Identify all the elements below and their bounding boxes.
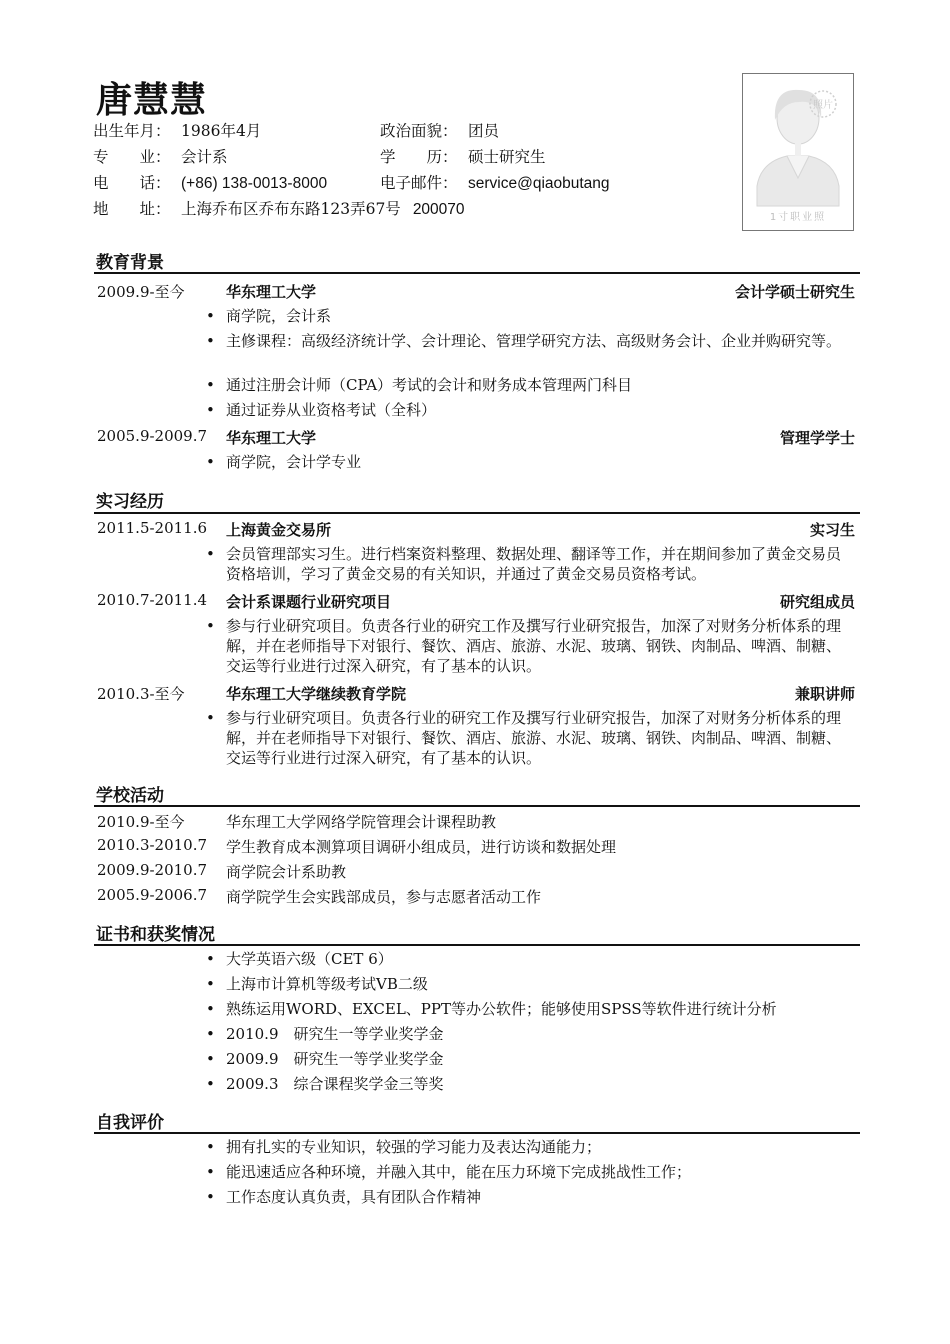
internship-2-bullet-1: • 参与行业研究项目。负责各行业的研究工作及撰写行业研究报告，加深了对财务分析体系的理解，并在老师指导下对银行、餐饮、酒店、旅游、水泥、玻璃、钢铁、肉制品、啤酒、制糖、交运等行业进行过深入研究，有了基本的认识。	[206, 617, 842, 675]
education-1-bullet-1: • 商学院，会计系	[206, 307, 332, 325]
politics-row	[380, 121, 499, 141]
award-item: • 大学英语六级（CET 6）	[206, 950, 393, 968]
education-1-bullet-3: • 通过注册会计师（CPA）考试的会计和财务成本管理两门科目	[206, 376, 633, 394]
bullet-marker: •	[206, 1025, 215, 1043]
activity-4-text: 商学院学生会实践部成员，参与志愿者活动工作	[226, 888, 542, 906]
activity-4-date: 2005.9-2006.7	[97, 886, 208, 904]
education-1-date: 2009.9-至今	[97, 283, 185, 301]
birth-row	[93, 121, 261, 141]
activity-2-date: 2010.3-2010.7	[97, 836, 208, 854]
bullet-marker: •	[206, 1163, 215, 1181]
education-1-bullet-4: • 通过证券从业资格考试（全科）	[206, 401, 437, 419]
bullet-marker: •	[206, 545, 215, 563]
politics-label: 政治面貌：	[380, 122, 458, 140]
activity-1-date: 2010.9-至今	[97, 813, 185, 831]
bullet-marker: •	[206, 401, 215, 419]
candidate-name: 唐慧慧	[96, 80, 208, 121]
section-divider	[94, 512, 860, 514]
major-label: 专 业：	[93, 148, 171, 166]
email-value[interactable]: service@qiaobutang	[468, 175, 610, 192]
bullet-marker: •	[206, 1050, 215, 1068]
internship-1-bullet-1: • 会员管理部实习生。进行档案资料整理、数据处理、翻译等工作，并在期间参加了黄金交易员资格培训，学习了黄金交易的有关知识，并通过了黄金交易员资格考试。	[206, 545, 842, 583]
education-2-bullet-1: • 商学院，会计学专业	[206, 453, 362, 471]
self-eval-item: • 工作态度认真负责，具有团队合作精神	[206, 1188, 482, 1206]
internship-2-org: 会计系课题行业研究项目	[226, 593, 392, 611]
activity-1-text: 华东理工大学网络学院管理会计课程助教	[226, 813, 497, 831]
email-label: 电子邮件：	[380, 174, 458, 192]
phone-row	[93, 173, 327, 194]
activity-3-date: 2009.9-2010.7	[97, 861, 208, 879]
bullet-marker: •	[206, 975, 215, 993]
internship-3-role: 兼职讲师	[794, 685, 855, 703]
award-item: • 2009.3 综合课程奖学金三等奖	[206, 1075, 444, 1093]
bullet-marker: •	[206, 332, 215, 350]
self-eval-item: • 拥有扎实的专业知识，较强的学习能力及表达沟通能力；	[206, 1138, 602, 1156]
internship-3-bullet-1: • 参与行业研究项目。负责各行业的研究工作及撰写行业研究报告，加深了对财务分析体系的理解，并在老师指导下对银行、餐饮、酒店、旅游、水泥、玻璃、钢铁、肉制品、啤酒、制糖、交运等行业进行过深入研究，有了基本的认识。	[206, 709, 842, 767]
address-label: 地 址：	[93, 200, 171, 218]
bullet-marker: •	[206, 950, 215, 968]
section-divider	[94, 944, 860, 946]
internship-2-date: 2010.7-2011.4	[97, 591, 208, 609]
major-value: 会计系	[181, 148, 228, 166]
section-divider	[94, 805, 860, 807]
degree-label: 学 历：	[380, 148, 458, 166]
bullet-marker: •	[206, 453, 215, 471]
award-item: • 熟练运用WORD、EXCEL、PPT等办公软件；能够使用SPSS等软件进行统计分析	[206, 1000, 777, 1018]
award-item: • 上海市计算机等级考试VB二级	[206, 975, 428, 993]
internship-1-org: 上海黄金交易所	[226, 521, 332, 539]
photo-stamp: 照片	[813, 100, 833, 111]
education-1-degree: 会计学硕士研究生	[734, 283, 855, 301]
bullet-marker: •	[206, 709, 215, 727]
self-eval-item: • 能迅速适应各种环境，并融入其中，能在压力环境下完成挑战性工作；	[206, 1163, 692, 1181]
address-row	[93, 199, 465, 220]
portrait-placeholder-icon	[743, 74, 853, 230]
internship-2-role: 研究组成员	[779, 593, 855, 611]
internship-3-org: 华东理工大学继续教育学院	[226, 685, 407, 703]
birth-label: 出生年月：	[93, 122, 171, 140]
section-title-internship: 实习经历	[96, 492, 164, 512]
education-1-bullet-2: • 主修课程：高级经济统计学、会计理论、管理学研究方法、高级财务会计、企业并购研究等。	[206, 332, 842, 350]
award-item: • 2010.9 研究生一等学业奖学金	[206, 1025, 444, 1043]
phone-value: (+86) 138-0013-8000	[181, 175, 328, 192]
activity-3-text: 商学院会计系助教	[226, 863, 347, 881]
zip-value: 200070	[412, 201, 465, 218]
section-divider	[94, 272, 860, 274]
section-title-activities: 学校活动	[96, 786, 164, 806]
section-divider	[94, 1132, 860, 1134]
address-value: 上海乔布区乔布东路123弄67号	[181, 200, 401, 218]
bullet-marker: •	[206, 1000, 215, 1018]
section-title-awards: 证书和获奖情况	[96, 925, 215, 945]
internship-3-date: 2010.3-至今	[97, 685, 185, 703]
section-title-self-eval: 自我评价	[96, 1113, 164, 1133]
education-2-date: 2005.9-2009.7	[97, 427, 208, 445]
bullet-marker: •	[206, 617, 215, 635]
bullet-marker: •	[206, 376, 215, 394]
award-item: • 2009.9 研究生一等学业奖学金	[206, 1050, 444, 1068]
phone-label: 电 话：	[93, 174, 171, 192]
politics-value: 团员	[468, 122, 500, 140]
birth-value: 1986年4月	[181, 122, 262, 140]
photo-caption: 1寸职业照	[769, 212, 827, 223]
activity-2-text: 学生教育成本测算项目调研小组成员，进行访谈和数据处理	[226, 838, 617, 856]
bullet-marker: •	[206, 1188, 215, 1206]
education-2-school: 华东理工大学	[226, 429, 317, 447]
education-2-degree: 管理学学士	[779, 429, 855, 447]
photo-frame	[742, 73, 854, 231]
bullet-marker: •	[206, 1138, 215, 1156]
internship-1-date: 2011.5-2011.6	[97, 519, 208, 537]
education-1-school: 华东理工大学	[226, 283, 317, 301]
major-row	[93, 147, 228, 167]
email-row	[380, 173, 610, 194]
degree-row	[380, 147, 546, 167]
section-title-education: 教育背景	[96, 253, 164, 273]
degree-value: 硕士研究生	[468, 148, 546, 166]
bullet-marker: •	[206, 307, 215, 325]
bullet-marker: •	[206, 1075, 215, 1093]
internship-1-role: 实习生	[809, 521, 855, 539]
